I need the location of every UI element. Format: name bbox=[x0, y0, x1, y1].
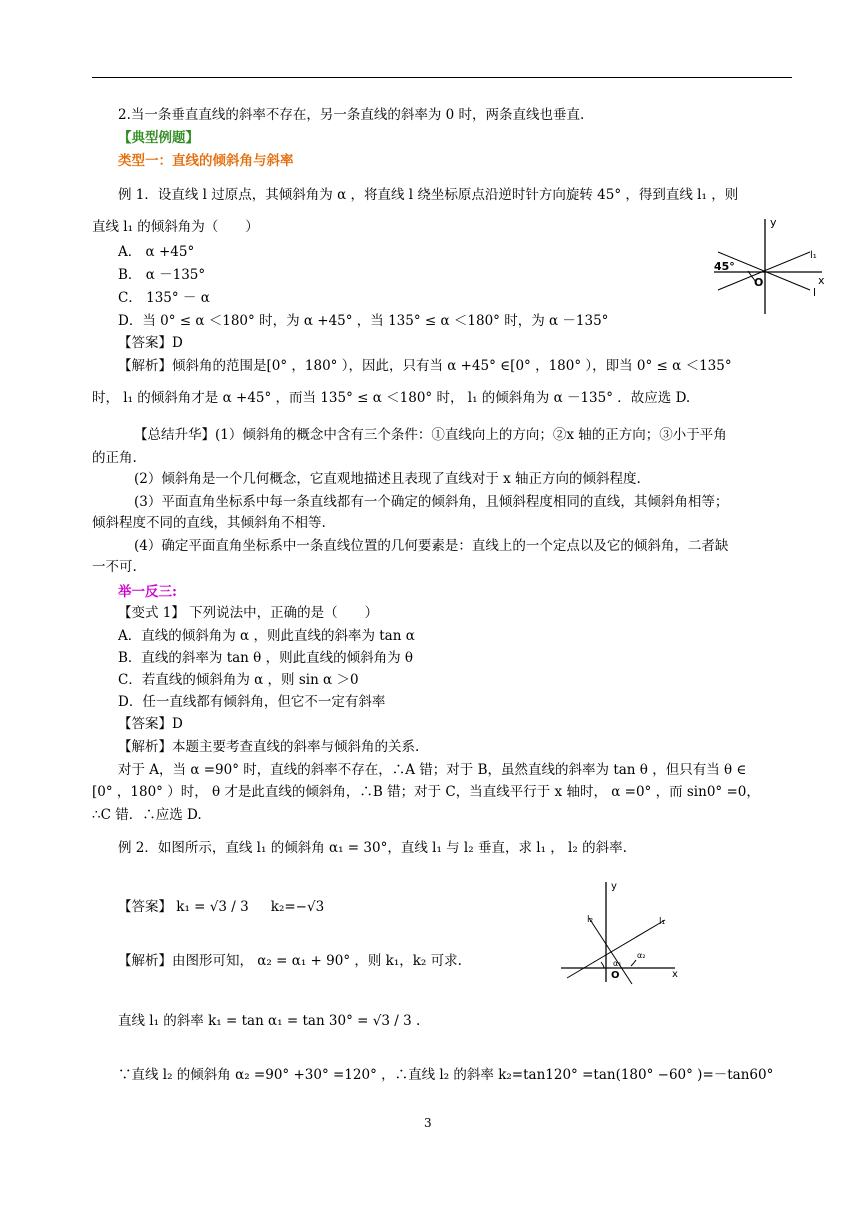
fig2-y-label: y bbox=[611, 881, 617, 892]
fig2-alpha1-label: α₁ bbox=[613, 959, 622, 968]
fig2-x-label: x bbox=[672, 969, 678, 980]
summary-4: (4）确定平面直角坐标系中一条直线位置的几何要素是：直线上的一个定点以及它的倾斜角，二者缺 bbox=[134, 538, 729, 554]
analysis-2-slope-l1: 直线 l₁ 的斜率 k₁ = tan α₁ = tan 30° = √3 / 3 . bbox=[118, 1013, 421, 1029]
summary-4-cont: 一不可. bbox=[92, 559, 137, 575]
practice-heading: 举一反三: bbox=[118, 584, 177, 600]
answer-1: 【答案】D bbox=[118, 335, 183, 351]
variant-1-question: 【变式 1】 下列说法中，正确的是（ ） bbox=[118, 605, 379, 621]
type-one-heading: 类型一：直线的倾斜角与斜率 bbox=[118, 153, 294, 169]
option-c: C． 135° － α bbox=[118, 290, 210, 306]
option-d: D．当 0° ≤ α ＜180° 时，为 α +45° ，当 135° ≤ α ＜180° 时，为 α －135° bbox=[118, 313, 609, 329]
fig2-alpha2-label: α₂ bbox=[637, 951, 646, 960]
variant-option-a: A．直线的倾斜角为 α ，则此直线的斜率为 tan α bbox=[118, 628, 415, 644]
header-rule bbox=[92, 77, 792, 78]
figure-2-perpendicular-lines bbox=[557, 878, 687, 988]
summary-3: (3）平面直角坐标系中每一条直线都有一个确定的倾斜角，且倾斜程度相同的直线，其倾斜角相等； bbox=[134, 494, 729, 510]
fig1-line-l1-label: l₁ bbox=[810, 250, 817, 261]
summary-2: (2）倾斜角是一个几何概念，它直观地描述且表现了直线对于 x 轴正方向的倾斜程度. bbox=[134, 471, 641, 487]
analysis-2-slope-l2: ∵直线 l₂ 的倾斜角 α₂ =90° +30° =120° ，∴直线 l₂ 的斜率 k₂=tan120° =tan(180° −60° )=－tan60° bbox=[118, 1067, 774, 1083]
point-2-text: 2.当一条垂直直线的斜率不存在，另一条直线的斜率为 0 时，两条直线也垂直. bbox=[118, 107, 585, 123]
fig1-y-label: y bbox=[770, 216, 777, 229]
figure-1-rotation-diagram bbox=[710, 214, 830, 324]
analysis-variant-a: 对于 A，当 α =90° 时，直线的斜率不存在，∴A 错；对于 B，虽然直线的斜率为 tan θ ，但只有当 θ ∈ bbox=[118, 762, 747, 778]
variant-option-c: C．若直线的倾斜角为 α ，则 sin α ＞0 bbox=[118, 672, 359, 688]
fig1-angle-label: 45° bbox=[714, 260, 735, 273]
analysis-1: 【解析】倾斜角的范围是[0° ，180° ），因此，只有当 α +45° ∈[0° ，180° ），即当 0° ≤ α ＜135° bbox=[118, 358, 732, 374]
example-1-question: 例 1．设直线 l 过原点，其倾斜角为 α ，将直线 l 绕坐标原点沿逆时针方向旋转 45° ，得到直线 l₁ ，则 bbox=[118, 187, 739, 203]
variant-option-d: D．任一直线都有倾斜角，但它不一定有斜率 bbox=[118, 694, 386, 710]
variant-option-b: B．直线的斜率为 tan θ ，则此直线的倾斜角为 θ bbox=[118, 650, 414, 666]
option-a: A． α +45° bbox=[118, 244, 195, 260]
example-2-question: 例 2．如图所示，直线 l₁ 的倾斜角 α₁ = 30°，直线 l₁ 与 l₂ 垂直，求 l₁ ， l₂ 的斜率. bbox=[118, 840, 627, 856]
answer-2: 【答案】 k₁ = √3 / 3 k₂=−√3 bbox=[118, 899, 325, 915]
fig2-line-l1-label: l₁ bbox=[659, 917, 666, 927]
fig1-x-label: x bbox=[818, 274, 825, 287]
page-number: 3 bbox=[424, 1116, 432, 1130]
section-typical-examples: 【典型例题】 bbox=[118, 130, 199, 146]
fig2-line-l2-label: l₂ bbox=[587, 915, 594, 925]
analysis-variant-b: [0° ，180° ）时， θ 才是此直线的倾斜角，∴B 错；对于 C，当直线平行于 x 轴时， α =0° ，而 sin0° =0， bbox=[92, 784, 760, 800]
fig2-origin-label: O bbox=[611, 970, 620, 981]
analysis-2: 【解析】由图形可知， α₂ = α₁ + 90° ，则 k₁，k₂ 可求. bbox=[118, 953, 462, 969]
summary-1-cont: 的正角. bbox=[92, 450, 137, 466]
fig1-line-l-label: l bbox=[813, 286, 817, 299]
example-1-question-cont: 直线 l₁ 的倾斜角为（ ） bbox=[92, 219, 259, 235]
option-b: B． α －135° bbox=[118, 267, 206, 283]
answer-variant: 【答案】D bbox=[118, 716, 183, 732]
summary-3-cont: 倾斜程度不同的直线，其倾斜角不相等. bbox=[92, 515, 326, 531]
fig1-origin-label: O bbox=[754, 276, 764, 289]
summary-1: 【总结升华】(1）倾斜角的概念中含有三个条件：①直线向上的方向；②x 轴的正方向；③小于平角 bbox=[134, 427, 727, 443]
analysis-variant-c: ∴C 错．∴应选 D. bbox=[92, 807, 202, 823]
analysis-variant: 【解析】本题主要考查直线的斜率与倾斜角的关系. bbox=[118, 739, 420, 755]
analysis-1-cont: 时， l₁ 的倾斜角才是 α +45° ，而当 135° ≤ α ＜180° 时， l₁ 的倾斜角为 α －135° ．故应选 D. bbox=[92, 390, 691, 406]
